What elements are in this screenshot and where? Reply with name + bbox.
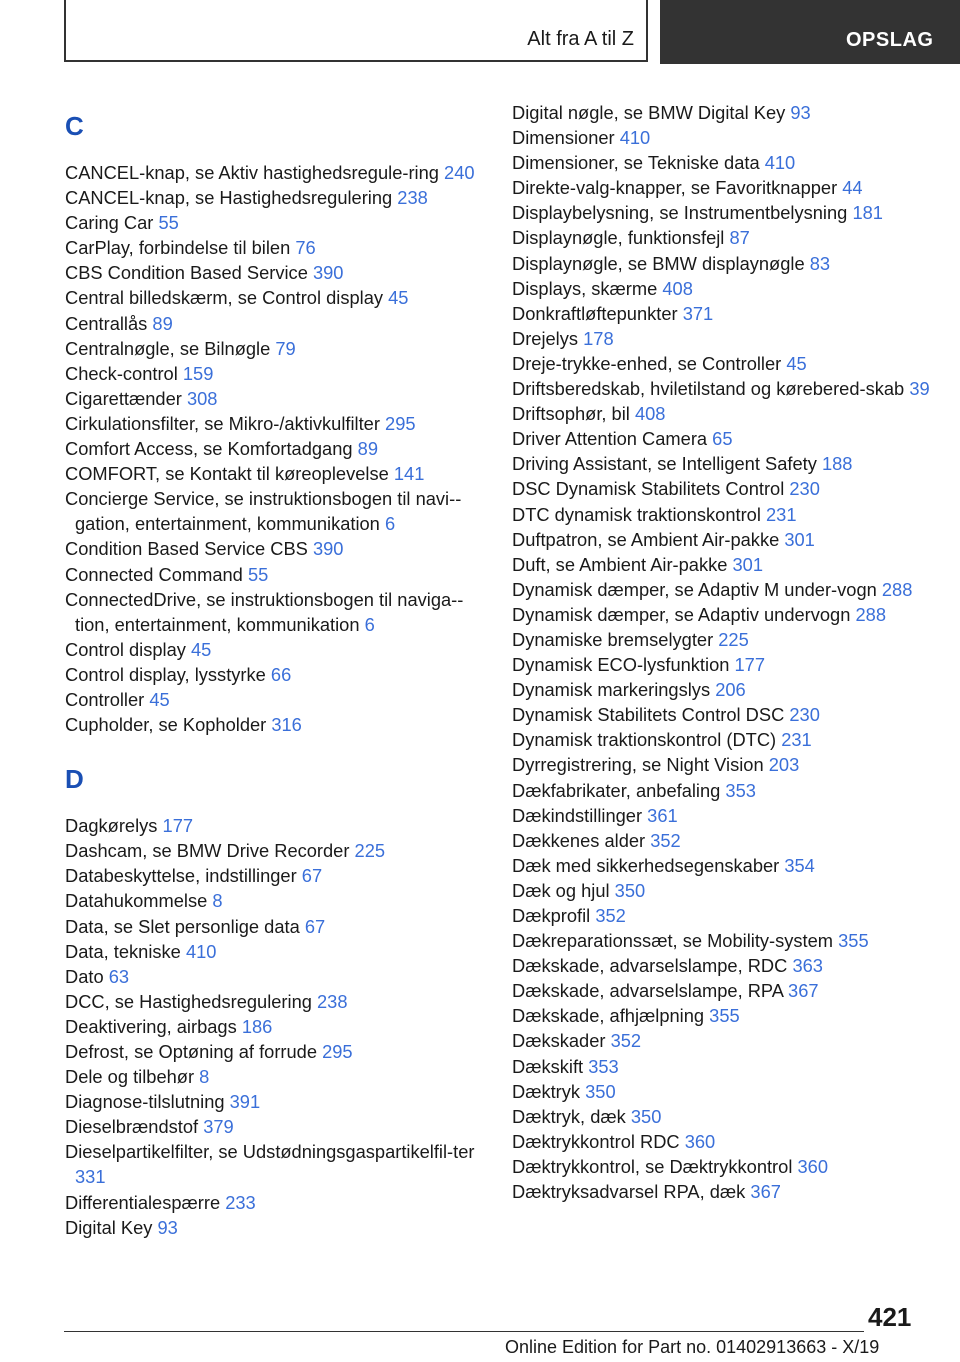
index-entry bbox=[512, 276, 932, 301]
index-entry bbox=[65, 863, 485, 888]
index-entry-text: ConnectedDrive, se instruktionsbogen til naviga-tion, entertainment, kommunikation bbox=[65, 588, 464, 635]
index-page-link[interactable]: 8 bbox=[212, 890, 223, 912]
index-page-link[interactable]: 354 bbox=[784, 854, 815, 876]
index-page-link[interactable]: 76 bbox=[295, 237, 316, 259]
index-page-link[interactable]: 367 bbox=[750, 1181, 781, 1203]
index-entry-text: Dæk med sikkerhedsegenskaber bbox=[512, 854, 780, 876]
index-entry bbox=[512, 225, 932, 250]
index-entry-text: Data, se Slet personlige data bbox=[65, 915, 300, 937]
index-entry bbox=[65, 386, 485, 411]
index-page-link[interactable]: 367 bbox=[788, 980, 819, 1002]
index-entry bbox=[512, 727, 932, 752]
index-page-link[interactable]: 93 bbox=[157, 1216, 178, 1238]
index-entry bbox=[65, 486, 485, 536]
index-entry-text: Dashcam, se BMW Drive Recorder bbox=[65, 840, 350, 862]
index-entry-text: Digital nøgle, se BMW Digital Key bbox=[512, 102, 786, 123]
index-entry-text: Dækskade, advarselslampe, RDC bbox=[512, 955, 788, 977]
index-entry-text: CBS Condition Based Service bbox=[65, 262, 308, 284]
index-entry bbox=[65, 1064, 485, 1089]
index-entry-text: DTC dynamisk traktionskontrol bbox=[512, 503, 761, 525]
index-page-link[interactable]: 181 bbox=[852, 202, 883, 224]
index-entry-text: DCC, se Hastighedsregulering bbox=[65, 990, 312, 1012]
index-entry bbox=[512, 1028, 932, 1053]
index-page-link[interactable]: 408 bbox=[634, 403, 666, 425]
index-entry bbox=[65, 939, 485, 964]
index-page-link[interactable]: 410 bbox=[619, 127, 651, 149]
index-entry bbox=[512, 301, 932, 326]
index-page-link[interactable]: 230 bbox=[789, 704, 820, 726]
index-entry-text: Digital Key bbox=[65, 1216, 153, 1238]
index-page-link[interactable]: 87 bbox=[729, 227, 750, 249]
index-page-link[interactable]: 55 bbox=[158, 212, 179, 234]
index-entry-text: DSC Dynamisk Stabilitets Control bbox=[512, 478, 785, 500]
index-entry-text: Duftpatron, se Ambient Air-pakke bbox=[512, 528, 780, 550]
index-entry-text: Driftsophør, bil bbox=[512, 403, 630, 425]
index-entry bbox=[65, 311, 485, 336]
index-page-link[interactable]: 89 bbox=[152, 312, 173, 334]
index-entry bbox=[512, 351, 932, 376]
index-entry-text: Connected Command bbox=[65, 563, 243, 585]
index-page-link[interactable]: 8 bbox=[199, 1066, 210, 1088]
index-entry-text: Dynamisk traktionskontrol (DTC) bbox=[512, 729, 777, 751]
index-entry bbox=[512, 426, 932, 451]
index-entry-text: Dæktryksadvarsel RPA, dæk bbox=[512, 1181, 746, 1203]
index-entry-text: Dyrregistrering, se Night Vision bbox=[512, 754, 764, 776]
index-entry-text: Dækkenes alder bbox=[512, 829, 646, 851]
index-page-link[interactable]: 67 bbox=[304, 915, 326, 937]
index-page-link[interactable]: 355 bbox=[709, 1005, 740, 1027]
index-entry bbox=[65, 461, 485, 486]
footer-divider bbox=[64, 1331, 864, 1332]
index-entry bbox=[512, 502, 932, 527]
index-entry-text: Control display bbox=[65, 638, 186, 660]
index-entry-text: Dækskade, advarselslampe, RPA bbox=[512, 980, 783, 1002]
index-entry-text: Dækindstillinger bbox=[512, 804, 643, 826]
index-entry-text: Dynamisk markeringslys bbox=[512, 679, 711, 701]
index-page-link[interactable]: 360 bbox=[797, 1155, 828, 1177]
index-entry-text: Driver Attention Camera bbox=[512, 428, 708, 450]
index-entry-text: Defrost, se Optøning af forrude bbox=[65, 1041, 317, 1062]
index-page-link[interactable]: 240 bbox=[444, 162, 475, 183]
index-page-link[interactable]: 295 bbox=[385, 412, 416, 434]
index-entry bbox=[65, 361, 485, 386]
index-entry-text: Dele og tilbehør bbox=[65, 1066, 195, 1088]
index-entry-text: Drejelys bbox=[512, 327, 579, 349]
index-entry bbox=[65, 436, 485, 461]
index-entry bbox=[512, 853, 932, 878]
index-entry bbox=[65, 712, 485, 737]
index-entry bbox=[512, 953, 932, 978]
index-entry-text: Dynamisk dæmper, se Adaptiv M under-vogn bbox=[512, 578, 877, 600]
index-entry bbox=[65, 260, 485, 285]
index-entry-text: Displays, skærme bbox=[512, 277, 658, 299]
index-entry-text: Concierge Service, se instruktionsbogen til navi-gation, entertainment, kommunikation bbox=[65, 488, 462, 535]
index-entry bbox=[512, 1104, 932, 1129]
index-page-link[interactable]: 361 bbox=[647, 804, 678, 826]
index-entry-text: Differentialespærre bbox=[65, 1191, 221, 1213]
index-entry bbox=[512, 326, 932, 351]
chapter-tab[interactable] bbox=[660, 0, 960, 64]
index-entry bbox=[512, 778, 932, 803]
index-entry-text: Dimensioner, se Tekniske data bbox=[512, 152, 760, 174]
index-page-link[interactable]: 288 bbox=[881, 578, 913, 600]
index-entry bbox=[512, 1179, 932, 1204]
index-entry bbox=[512, 552, 932, 577]
index-entry-text: Donkraftløftepunkter bbox=[512, 302, 678, 324]
index-page-link[interactable]: 186 bbox=[241, 1015, 273, 1037]
index-page-link[interactable]: 350 bbox=[585, 1080, 616, 1102]
index-page-link[interactable]: 301 bbox=[784, 528, 815, 550]
index-page-link[interactable]: 6 bbox=[364, 613, 375, 635]
index-entry bbox=[512, 175, 932, 200]
index-page-link[interactable]: 206 bbox=[715, 679, 746, 701]
index-entry-text: Data, tekniske bbox=[65, 940, 181, 962]
footer-edition: Online Edition for Part no. 01402913663 - X/19 bbox=[505, 1337, 880, 1357]
index-entry-text: Centralnøgle, se Bilnøgle bbox=[65, 337, 271, 359]
index-page-link[interactable]: 39 bbox=[909, 378, 930, 400]
index-entry-text: Dækprofil bbox=[512, 905, 591, 926]
index-entry-text: Controller bbox=[65, 688, 145, 710]
index-page-link[interactable]: 379 bbox=[203, 1116, 234, 1138]
index-entry bbox=[65, 813, 485, 838]
index-page-link[interactable]: 6 bbox=[384, 513, 396, 535]
index-page-link[interactable]: 159 bbox=[182, 362, 214, 384]
index-entry-text: Dæktrykkontrol, se Dæktrykkontrol bbox=[512, 1155, 793, 1177]
index-entry bbox=[512, 652, 932, 677]
index-page-link[interactable]: 44 bbox=[842, 177, 863, 199]
index-page-link[interactable]: 230 bbox=[789, 478, 820, 500]
index-page-link[interactable]: 45 bbox=[786, 352, 807, 374]
index-page-link[interactable]: 55 bbox=[247, 563, 269, 585]
index-page-link[interactable]: 231 bbox=[766, 503, 797, 525]
index-entry bbox=[65, 1190, 485, 1215]
index-page-link[interactable]: 79 bbox=[275, 337, 296, 359]
index-page-link[interactable]: 352 bbox=[650, 829, 681, 851]
index-entry-text: CANCEL-knap, se Aktiv hastighedsregule-ring bbox=[65, 162, 439, 183]
index-entry bbox=[65, 989, 485, 1014]
index-page-link[interactable]: 89 bbox=[357, 438, 378, 460]
index-entry-text: Displaynøgle, se BMW displaynøgle bbox=[512, 252, 805, 274]
index-page-link[interactable]: 203 bbox=[768, 754, 800, 776]
index-entry bbox=[65, 285, 485, 310]
index-page-link[interactable]: 353 bbox=[588, 1055, 619, 1077]
index-page-link[interactable]: 390 bbox=[312, 262, 344, 284]
index-entry bbox=[65, 160, 485, 185]
index-entry bbox=[65, 336, 485, 361]
index-page-link[interactable]: 352 bbox=[610, 1030, 642, 1052]
index-entry bbox=[512, 1129, 932, 1154]
index-letter-heading: C bbox=[65, 111, 84, 141]
index-entry-text: Dækskader bbox=[512, 1030, 606, 1052]
page-number: 421 bbox=[868, 1302, 912, 1332]
index-entry bbox=[65, 1039, 485, 1064]
index-page-link[interactable]: 352 bbox=[595, 905, 626, 926]
index-entry bbox=[65, 587, 485, 637]
index-page-link[interactable]: 45 bbox=[149, 688, 170, 710]
index-entry-text: Direkte-valg-knapper, se Favoritknapper bbox=[512, 177, 838, 199]
index-entry bbox=[512, 677, 932, 702]
index-entry-text: Dækskade, afhjælpning bbox=[512, 1005, 705, 1027]
index-entry-text: CarPlay, forbindelse til bilen bbox=[65, 237, 291, 259]
index-entry-text: Duft, se Ambient Air-pakke bbox=[512, 553, 728, 575]
index-entry bbox=[512, 1079, 932, 1104]
index-entry bbox=[65, 536, 485, 561]
section-title-box bbox=[64, 0, 648, 62]
index-entry-text: Displaynøgle, funktionsfejl bbox=[512, 227, 725, 249]
index-page-link[interactable]: 238 bbox=[317, 990, 348, 1012]
index-entry bbox=[65, 1114, 485, 1139]
index-entry bbox=[65, 1089, 485, 1114]
index-entry bbox=[512, 451, 932, 476]
index-entry bbox=[65, 888, 485, 913]
index-page-link[interactable]: 308 bbox=[186, 387, 218, 409]
index-entry bbox=[512, 978, 932, 1003]
section-title: Alt fra A til Z bbox=[527, 28, 634, 50]
index-entry-text: Dækfabrikater, anbefaling bbox=[512, 779, 721, 801]
index-entry-text: Deaktivering, airbags bbox=[65, 1015, 237, 1037]
index-entry-text: Dæktrykkontrol RDC bbox=[512, 1130, 680, 1152]
index-page-link[interactable]: 225 bbox=[354, 840, 386, 862]
index-page-link[interactable]: 410 bbox=[764, 152, 796, 174]
index-entry bbox=[65, 662, 485, 687]
index-page-link[interactable]: 63 bbox=[108, 965, 130, 987]
index-entry-text: Cupholder, se Kopholder bbox=[65, 714, 267, 736]
index-entry bbox=[512, 903, 932, 928]
index-entry bbox=[65, 1139, 485, 1189]
index-entry bbox=[512, 803, 932, 828]
index-page-link[interactable]: 295 bbox=[322, 1041, 353, 1062]
index-page-link[interactable]: 177 bbox=[734, 654, 766, 676]
index-entry bbox=[512, 878, 932, 903]
index-entry-text: Dynamiske bremselygter bbox=[512, 628, 714, 650]
index-entry-text: Caring Car bbox=[65, 212, 154, 234]
index-entry-text: Condition Based Service CBS bbox=[65, 538, 308, 560]
index-entry-text: Central billedskærm, se Control display bbox=[65, 287, 384, 309]
index-entry-text: Dieselbrændstof bbox=[65, 1116, 199, 1138]
index-entry-text: Dreje-trykke-enhed, se Controller bbox=[512, 352, 782, 374]
index-entry-text: Dagkørelys bbox=[65, 815, 158, 837]
index-page-link[interactable]: 316 bbox=[271, 714, 302, 736]
index-page-link[interactable]: 410 bbox=[185, 940, 217, 962]
index-entry-text: Control display, lysstyrke bbox=[65, 663, 266, 685]
index-entry bbox=[65, 1215, 485, 1240]
index-entry bbox=[65, 687, 485, 712]
index-entry-text: Driving Assistant, se Intelligent Safety bbox=[512, 453, 817, 475]
index-page-link[interactable]: 390 bbox=[312, 538, 344, 560]
index-entry bbox=[65, 235, 485, 260]
index-page-link[interactable]: 363 bbox=[792, 955, 823, 977]
index-page-link[interactable]: 355 bbox=[838, 930, 869, 952]
index-entry bbox=[65, 964, 485, 989]
index-page-link[interactable]: 233 bbox=[225, 1191, 256, 1213]
index-entry bbox=[65, 411, 485, 436]
index-entry bbox=[512, 627, 932, 652]
index-entry-text: Dækreparationssæt, se Mobility-system bbox=[512, 930, 834, 952]
index-entry-text: Cirkulationsfilter, se Mikro-/aktivkulfilter bbox=[65, 412, 380, 434]
index-entry bbox=[512, 251, 932, 276]
index-page-link[interactable]: 288 bbox=[855, 603, 886, 625]
index-entry bbox=[512, 1054, 932, 1079]
index-entry-text: Datahukommelse bbox=[65, 890, 208, 912]
index-entry-text: Cigarettænder bbox=[65, 387, 182, 409]
index-entry bbox=[512, 527, 932, 552]
index-entry bbox=[65, 637, 485, 662]
index-page-link[interactable]: 350 bbox=[630, 1105, 662, 1127]
index-page-link[interactable]: 65 bbox=[712, 428, 733, 450]
index-entry-text: Dimensioner bbox=[512, 127, 615, 149]
index-page-link[interactable]: 178 bbox=[583, 327, 614, 349]
index-entry bbox=[512, 401, 932, 426]
index-letter-heading: D bbox=[65, 764, 84, 795]
index-page-link[interactable]: 238 bbox=[397, 187, 428, 209]
index-entry bbox=[512, 125, 932, 150]
index-entry-text: Displaybelysning, se Instrumentbelysning bbox=[512, 202, 848, 224]
index-entry bbox=[512, 828, 932, 853]
index-entry bbox=[512, 577, 932, 602]
index-page-link[interactable]: 188 bbox=[821, 453, 853, 475]
index-entry bbox=[512, 928, 932, 953]
index-entry bbox=[65, 210, 485, 235]
index-page-link[interactable]: 353 bbox=[725, 779, 756, 801]
index-page-link[interactable]: 350 bbox=[614, 879, 646, 901]
index-entry-text: Dynamisk Stabilitets Control DSC bbox=[512, 704, 785, 726]
index-entry-text: Dato bbox=[65, 965, 104, 987]
index-page-link[interactable]: 225 bbox=[718, 628, 749, 650]
index-entry-text: Databeskyttelse, indstillinger bbox=[65, 865, 297, 887]
index-entry bbox=[512, 150, 932, 175]
index-page-link[interactable]: 67 bbox=[301, 865, 323, 887]
index-page-link[interactable]: 83 bbox=[809, 252, 831, 274]
index-entry-text: Centrallås bbox=[65, 312, 148, 334]
index-entry-text: CANCEL-knap, se Hastighedsregulering bbox=[65, 187, 393, 209]
index-entry bbox=[512, 376, 932, 401]
index-entry-text: Dynamisk ECO-lysfunktion bbox=[512, 654, 730, 676]
chapter-tab-label: OPSLAG bbox=[846, 29, 934, 51]
index-column-left bbox=[65, 100, 485, 1240]
index-entry bbox=[512, 702, 932, 727]
index-entry-text: Dækskift bbox=[512, 1055, 584, 1077]
index-entry bbox=[65, 838, 485, 863]
index-entry-text: Dæktryk, dæk bbox=[512, 1105, 626, 1127]
index-page-link[interactable]: 45 bbox=[191, 638, 212, 660]
index-entry-text: Dæk og hjul bbox=[512, 879, 610, 901]
index-page-link[interactable]: 301 bbox=[732, 553, 764, 575]
index-entry bbox=[65, 562, 485, 587]
index-column-right bbox=[512, 100, 932, 1204]
index-entry bbox=[512, 752, 932, 777]
index-page-link[interactable]: 391 bbox=[229, 1091, 261, 1113]
index-entry bbox=[512, 476, 932, 501]
index-page-link[interactable]: 231 bbox=[781, 729, 812, 751]
index-entry-text: Dynamisk dæmper, se Adaptiv undervogn bbox=[512, 603, 851, 625]
index-entry bbox=[65, 185, 485, 210]
index-entry bbox=[512, 100, 932, 125]
index-page-link[interactable]: 408 bbox=[662, 277, 693, 299]
index-page-link[interactable]: 45 bbox=[388, 287, 409, 309]
index-page-link[interactable]: 371 bbox=[682, 302, 714, 324]
index-entry bbox=[512, 1154, 932, 1179]
index-entry-text: Check-control bbox=[65, 362, 178, 384]
index-entry bbox=[65, 1014, 485, 1039]
index-entry-text: Diagnose-tilslutning bbox=[65, 1091, 225, 1113]
index-entry-text: Comfort Access, se Komfortadgang bbox=[65, 438, 353, 460]
index-entry bbox=[512, 200, 932, 225]
index-entry bbox=[512, 602, 932, 627]
index-entry-text: Driftsberedskab, hviletilstand og kørebered-skab bbox=[512, 378, 905, 400]
index-page-link[interactable]: 177 bbox=[162, 815, 194, 837]
index-page-link[interactable]: 360 bbox=[684, 1130, 716, 1152]
index-entry-text: Dieselpartikelfilter, se Udstødningsgaspartikelfil-ter bbox=[65, 1141, 475, 1163]
page-header bbox=[64, 0, 960, 64]
index-entry-text: Dæktryk bbox=[512, 1080, 581, 1102]
index-page-link[interactable]: 93 bbox=[790, 102, 811, 123]
index-page-link[interactable]: 331 bbox=[75, 1166, 106, 1188]
index-page-link[interactable]: 141 bbox=[393, 463, 425, 485]
index-entry bbox=[512, 1003, 932, 1028]
index-entry bbox=[65, 914, 485, 939]
index-entry-text: COMFORT, se Kontakt til køreoplevelse bbox=[65, 463, 389, 485]
index-page-link[interactable]: 66 bbox=[270, 663, 292, 685]
